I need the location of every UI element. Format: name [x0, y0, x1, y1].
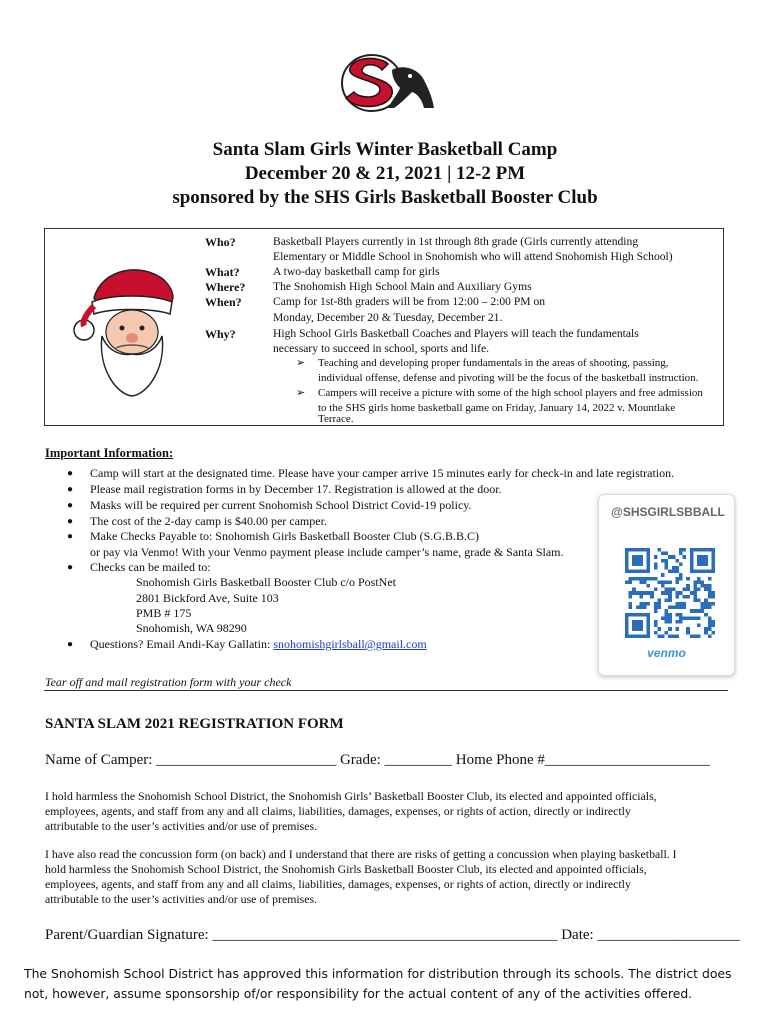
arrow-bullet-icon: ➢ [296, 387, 306, 399]
what-text: A two-day basketball camp for girls [273, 265, 440, 278]
waiver-paragraph-2-line-3: employees, agents, and staff from any and all claims, liabilities, damages, expenses, or rights of action, directly or indirectly [45, 877, 631, 891]
tear-off-instruction: Tear off and mail registration form with your check [45, 675, 292, 689]
where-label: Where? [205, 280, 246, 294]
who-text-1: Basketball Players currently in 1st through 8th grade (Girls currently attending [273, 235, 639, 248]
bullet-dot-icon: ● [67, 531, 74, 542]
why-text-2: necessary to succeed in school, sports and life. [273, 342, 490, 355]
bullet-dot-icon: ● [67, 500, 74, 511]
waiver-paragraph-2-line-4: attributable to the user’s activities and/or use of premises. [45, 892, 318, 906]
important-info-heading: Important Information: [45, 446, 174, 460]
bullet-dot-icon: ● [67, 639, 74, 650]
district-disclaimer [24, 964, 754, 1004]
when-text-2: Monday, December 20 & Tuesday, December 21. [273, 311, 503, 324]
questions-text: Questions? Email Andi-Kay Gallatin: [90, 637, 274, 651]
when-label: When? [205, 295, 242, 309]
who-label: Who? [205, 235, 236, 249]
where-text: The Snohomish High School Main and Auxiliary Gyms [273, 280, 532, 293]
contact-email-link[interactable]: snohomishgirlsball@gmail.com [273, 637, 427, 651]
waiver-paragraph-1-line-1: I hold harmless the Snohomish School District, the Snohomish Girls’ Basketball Booster Club, its elected and appointed officials, [45, 789, 657, 803]
bullet-dot-icon: ● [67, 468, 74, 479]
venmo-handle: @SHSGIRLSBBALL [611, 505, 725, 519]
mailing-address-line-4: Snohomish, WA 98290 [136, 621, 247, 635]
important-bullet-5-line-1: Make Checks Payable to: Snohomish Girls Basketball Booster Club (S.G.B.B.C) [90, 529, 479, 543]
important-bullet-6: Checks can be mailed to: [90, 560, 211, 574]
important-bullet-2: Please mail registration forms in by December 17. Registration is allowed at the door. [90, 482, 502, 496]
waiver-paragraph-1-line-3: attributable to the user’s activities and/or use of premises. [45, 819, 318, 833]
why-text-1: High School Girls Basketball Coaches and Players will teach the fundamentals [273, 327, 639, 340]
camper-info-line[interactable]: Name of Camper: ________________________ Grade: _________ Home Phone #______________________ [45, 752, 710, 768]
why-bullet-2-line-1: Campers will receive a picture with some of the high school players and free admission [318, 387, 703, 399]
bullet-dot-icon: ● [67, 562, 74, 573]
when-text-1: Camp for 1st-8th graders will be from 12:00 – 2:00 PM on [273, 295, 546, 308]
important-bullet-1: Camp will start at the designated time. Please have your camper arrive 15 minutes early for check-in and late registration. [90, 466, 675, 480]
waiver-paragraph-2-line-1: I have also read the concussion form (on back) and I understand that there are risks of getting a concussion when playing basketball. I [45, 847, 677, 861]
arrow-bullet-icon: ➢ [296, 357, 306, 369]
santa-claus-illustration [72, 258, 182, 398]
disclaimer-line-2: not, however, assume sponsorship of/or responsibility for the actual content of any of the activities offered. [24, 986, 693, 1001]
important-bullet-7 [90, 637, 427, 653]
bullet-dot-icon: ● [67, 516, 74, 527]
mailing-address-line-1: Snohomish Girls Basketball Booster Club c/o PostNet [136, 575, 396, 589]
mailing-address-line-3: PMB # 175 [136, 606, 192, 620]
waiver-paragraph-2-line-2: hold harmless the Snohomish School District, the Snohomish Girls Basketball Booster Club, its elected and appointed officials, [45, 862, 647, 876]
why-bullet-1-line-2: individual offense, defense and pivoting will be the focus of the basketball instruction. [318, 372, 699, 384]
registration-form-title: SANTA SLAM 2021 REGISTRATION FORM [45, 716, 344, 732]
camp-sponsor: sponsored by the SHS Girls Basketball Booster Club [172, 187, 598, 208]
important-bullet-3: Masks will be required per current Snohomish School District Covid-19 policy. [90, 498, 472, 512]
venmo-qr-code[interactable] [625, 548, 715, 638]
waiver-paragraph-1-line-2: employees, agents, and staff from any and all claims, liabilities, damages, expenses, or rights of action, directly or indirectly [45, 804, 631, 818]
disclaimer-line-1: The Snohomish School District has approved this information for distribution through its schools. The district does [24, 966, 732, 981]
who-text-2: Elementary or Middle School in Snohomish who will attend Snohomish High School) [273, 250, 673, 263]
mailing-address-line-2: 2801 Bickford Ave, Suite 103 [136, 591, 279, 605]
why-bullet-2-line-2: to the SHS girls home basketball game on Friday, January 14, 2022 v. Mountlake [318, 402, 676, 414]
bullet-dot-icon: ● [67, 484, 74, 495]
why-label: Why? [205, 327, 236, 341]
important-bullet-4: The cost of the 2-day camp is $40.00 per camper. [90, 514, 327, 528]
important-bullet-5-line-2: or pay via Venmo! With your Venmo payment please include camper’s name, grade & Santa Slam. [90, 545, 564, 559]
tear-off-divider [44, 690, 728, 691]
why-bullet-1-line-1: Teaching and developing proper fundamentals in the areas of shooting, passing, [318, 357, 669, 369]
signature-date-line[interactable]: Parent/Guardian Signature: ______________________________________________ Date: ___________________ [45, 927, 740, 943]
why-bullet-2-line-3: Terrace. [318, 413, 354, 425]
what-label: What? [205, 265, 240, 279]
venmo-logo: venmo [647, 646, 686, 660]
camp-date: December 20 & 21, 2021 | 12-2 PM [244, 163, 526, 184]
snohomish-panther-logo [336, 50, 436, 112]
camp-title: Santa Slam Girls Winter Basketball Camp [212, 139, 558, 160]
